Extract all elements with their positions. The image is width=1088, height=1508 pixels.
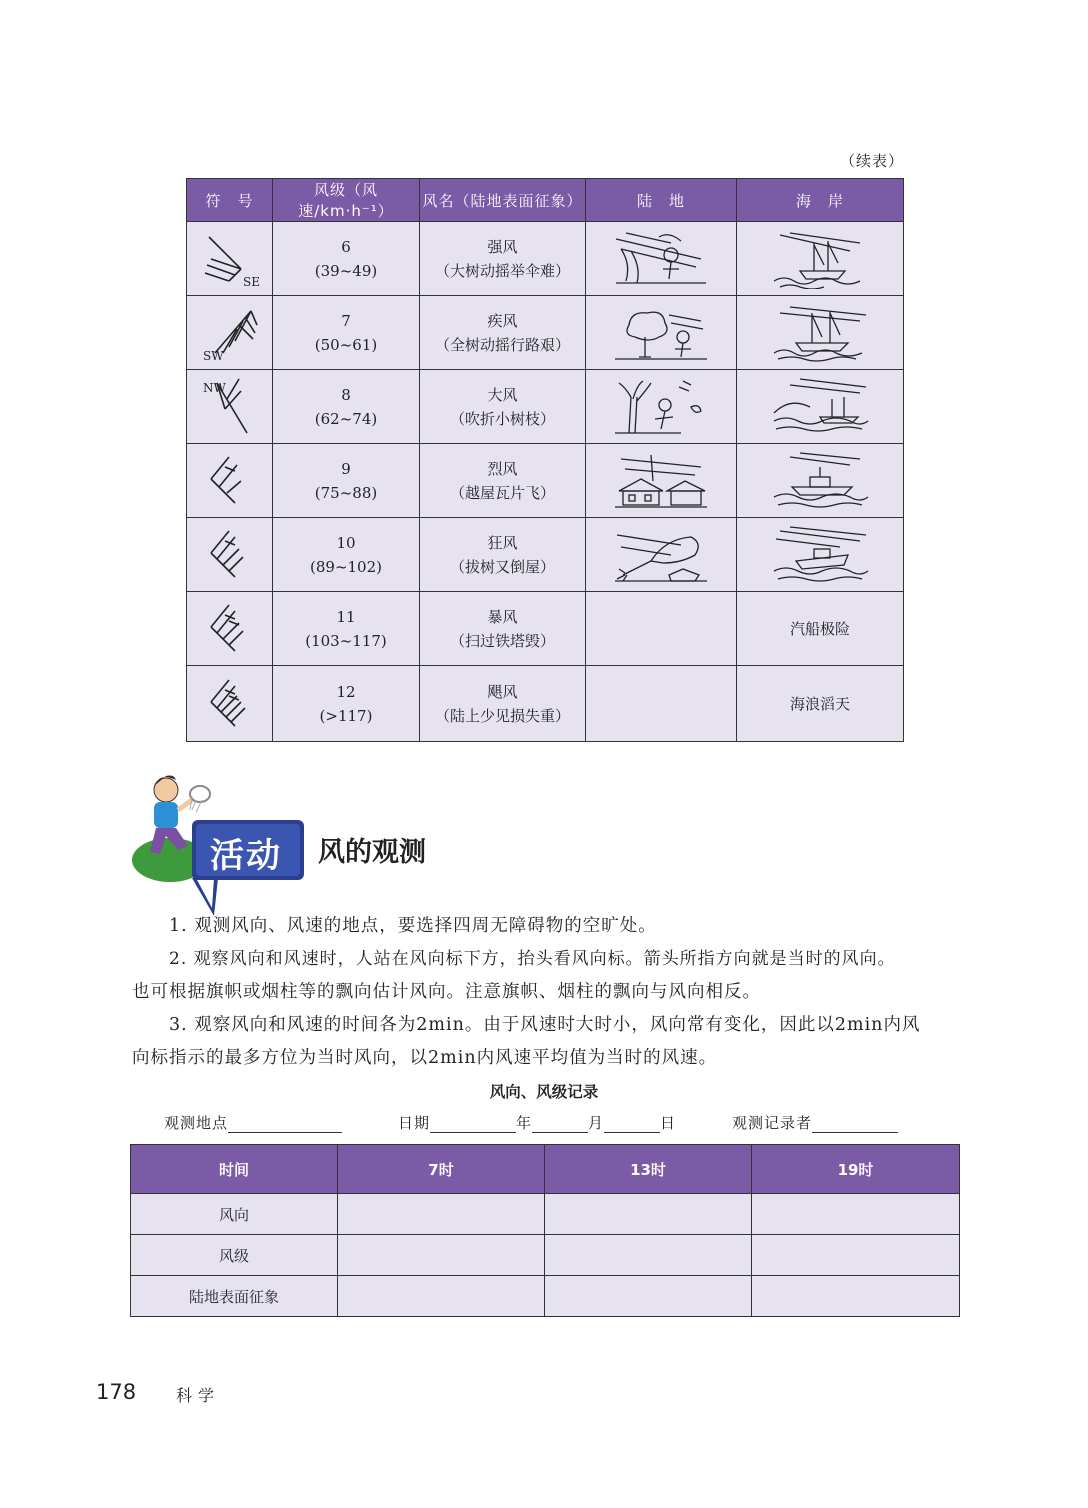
land-illustration-cell <box>586 444 737 518</box>
table-row <box>187 444 904 518</box>
header-19: 19时 <box>752 1145 960 1194</box>
speed-range: (50~61) <box>314 335 378 354</box>
name-cell <box>420 518 586 592</box>
wind-scale-table <box>186 178 904 742</box>
record-cell[interactable] <box>338 1194 545 1235</box>
land-sign: （拔树又倒屋） <box>449 557 555 576</box>
wind-name: 飓风 <box>487 682 518 701</box>
coast-illustration-cell <box>737 518 904 592</box>
direction-label: NW <box>203 381 226 395</box>
level-value: 6 <box>341 237 351 256</box>
speed-range: (103~117) <box>305 631 387 650</box>
paragraph-3 <box>132 1009 962 1075</box>
record-cell[interactable] <box>752 1194 960 1235</box>
level-cell <box>273 296 420 370</box>
date-field <box>398 1112 676 1133</box>
steamship-icon <box>770 525 870 585</box>
table-row <box>131 1194 960 1235</box>
name-cell <box>420 592 586 666</box>
speed-range: (62~74) <box>314 409 378 428</box>
land-sign: （大树动摇举伞难） <box>434 261 570 280</box>
wind-symbol-cell <box>187 444 273 518</box>
level-cell <box>273 666 420 742</box>
paragraph-line: 2. 观察风向和风速时，人站在风向标下方，抬头看风向标。箭头所指方向就是当时的风向。 <box>169 949 896 969</box>
activity-title: 风的观测 <box>318 837 426 868</box>
record-cell[interactable] <box>752 1276 960 1317</box>
ship-icon <box>770 303 870 363</box>
wind-symbol-cell <box>187 370 273 444</box>
record-table <box>130 1144 960 1317</box>
table-row <box>187 518 904 592</box>
land-sign: （吹折小树枝） <box>449 409 555 428</box>
table-header-row <box>187 179 904 222</box>
wind-barb-icon <box>195 525 265 585</box>
level-cell <box>273 444 420 518</box>
name-cell <box>420 444 586 518</box>
paragraph-line: 1. 观测风向、风速的地点，要选择四周无障碍物的空旷处。 <box>169 916 657 936</box>
wind-symbol-cell <box>187 222 273 296</box>
land-sign: （扫过铁塔毁） <box>449 631 555 650</box>
recorder-field <box>732 1112 898 1133</box>
coast-cell: 汽船极险 <box>737 592 904 666</box>
header-time: 时间 <box>131 1145 338 1194</box>
coast-illustration-cell <box>737 222 904 296</box>
land-illustration-cell <box>586 370 737 444</box>
record-title: 风向、风级记录 <box>489 1083 599 1101</box>
date-label: 日期 <box>398 1114 431 1132</box>
row-label: 风向 <box>131 1194 338 1235</box>
level-value: 10 <box>336 533 356 552</box>
paragraph-line: 也可根据旗帜或烟柱等的飘向估计风向。注意旗帜、烟柱的飘向与风向相反。 <box>132 982 761 1002</box>
coast-cell: 海浪滔天 <box>737 666 904 742</box>
activity-badge-label: 活动 <box>210 836 282 876</box>
wind-name: 暴风 <box>487 607 518 626</box>
table-row <box>187 370 904 444</box>
level-value: 7 <box>341 311 351 330</box>
table-row <box>131 1235 960 1276</box>
header-7: 7时 <box>338 1145 545 1194</box>
record-cell[interactable] <box>545 1235 752 1276</box>
record-cell[interactable] <box>338 1276 545 1317</box>
name-cell <box>420 370 586 444</box>
wind-name: 狂风 <box>487 533 518 552</box>
wind-name: 疾风 <box>487 311 518 330</box>
wind-symbol-cell <box>187 518 273 592</box>
table-row <box>131 1276 960 1317</box>
record-cell[interactable] <box>752 1235 960 1276</box>
level-value: 9 <box>341 459 351 478</box>
land-illustration-cell <box>586 518 737 592</box>
ship-icon <box>770 229 870 289</box>
name-cell <box>420 222 586 296</box>
direction-label: SE <box>243 275 260 289</box>
paragraph-1 <box>132 910 962 943</box>
month-blank[interactable] <box>532 1116 588 1133</box>
land-sign: （越屋瓦片飞） <box>449 483 555 502</box>
header-level: 风级（风速/km·h⁻¹） <box>273 179 420 222</box>
table-row <box>187 222 904 296</box>
speed-range: (75~88) <box>314 483 378 502</box>
house-roof-icon <box>611 451 711 511</box>
wind-barb-icon <box>195 674 265 734</box>
land-sign: （全树动摇行路艰） <box>434 335 570 354</box>
table-row <box>187 592 904 666</box>
table-row <box>187 666 904 742</box>
level-value: 8 <box>341 385 351 404</box>
header-land: 陆 地 <box>586 179 737 222</box>
wind-name: 烈风 <box>487 459 518 478</box>
day-blank[interactable] <box>604 1116 660 1133</box>
table-row <box>187 296 904 370</box>
row-label: 陆地表面征象 <box>131 1276 338 1317</box>
level-cell <box>273 370 420 444</box>
land-cell <box>586 666 737 742</box>
land-sign: （陆上少见损失重） <box>434 706 570 725</box>
coast-illustration-cell <box>737 296 904 370</box>
wind-barb-icon <box>195 451 265 511</box>
level-cell <box>273 518 420 592</box>
recorder-label: 观测记录者 <box>732 1114 813 1132</box>
coast-illustration-cell <box>737 444 904 518</box>
header-symbol: 符 号 <box>187 179 273 222</box>
header-name: 风名（陆地表面征象） <box>420 179 586 222</box>
month-label: 月 <box>588 1114 605 1132</box>
level-value: 11 <box>336 607 356 626</box>
subject-label: 科学 <box>176 1386 221 1405</box>
speed-range: (39~49) <box>314 261 378 280</box>
level-cell <box>273 222 420 296</box>
location-field <box>164 1112 342 1133</box>
row-label: 风级 <box>131 1235 338 1276</box>
speed-range: (>117) <box>319 706 373 725</box>
wind-barb-icon <box>195 599 265 659</box>
broken-branch-icon <box>611 377 711 437</box>
location-blank[interactable] <box>228 1116 342 1133</box>
record-header-row <box>131 1145 960 1194</box>
level-value: 12 <box>336 682 356 701</box>
record-cell[interactable] <box>338 1235 545 1276</box>
paragraph-line: 3. 观察风向和风速的时间各为2min。由于风速时大时小，风向常有变化，因此以2min内风 <box>169 1015 921 1035</box>
wind-symbol-cell <box>187 666 273 742</box>
paragraph-line: 向标指示的最多方位为当时风向，以2min内风速平均值为当时的风速。 <box>132 1048 718 1068</box>
direction-label: SW <box>203 349 224 363</box>
continued-label: （续表） <box>839 152 904 170</box>
speed-range: (89~102) <box>310 557 382 576</box>
tree-walker-icon <box>611 303 711 363</box>
record-cell[interactable] <box>545 1194 752 1235</box>
header-13: 13时 <box>545 1145 752 1194</box>
page-number: 178 <box>96 1380 137 1404</box>
name-cell <box>420 666 586 742</box>
tree-shaking-icon <box>611 229 711 289</box>
uprooted-tree-icon <box>611 525 711 585</box>
record-cell[interactable] <box>545 1276 752 1317</box>
year-blank[interactable] <box>430 1116 516 1133</box>
location-label: 观测地点 <box>164 1114 229 1132</box>
coast-illustration-cell <box>737 370 904 444</box>
wind-symbol-cell <box>187 592 273 666</box>
year-label: 年 <box>516 1114 533 1132</box>
steamship-icon <box>770 451 870 511</box>
recorder-blank[interactable] <box>812 1116 898 1133</box>
sailboat-waves-icon <box>770 377 870 437</box>
level-cell <box>273 592 420 666</box>
land-illustration-cell <box>586 222 737 296</box>
paragraph-2 <box>132 943 962 1009</box>
wind-name: 大风 <box>487 385 518 404</box>
land-cell <box>586 592 737 666</box>
wind-name: 强风 <box>487 237 518 256</box>
land-illustration-cell <box>586 296 737 370</box>
name-cell <box>420 296 586 370</box>
day-label: 日 <box>660 1114 677 1132</box>
header-coast: 海 岸 <box>737 179 904 222</box>
wind-symbol-cell <box>187 296 273 370</box>
